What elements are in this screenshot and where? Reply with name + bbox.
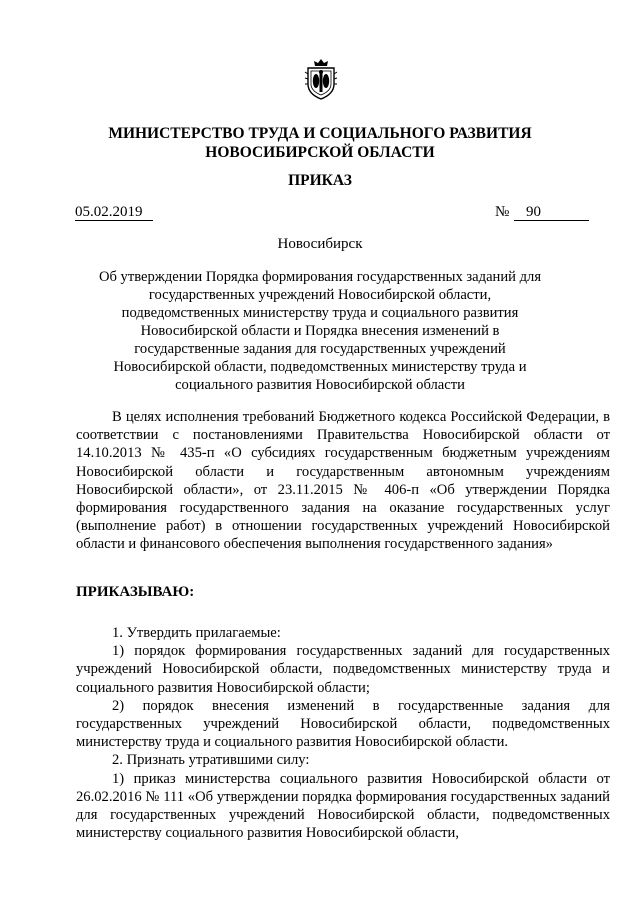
decree-heading: ПРИКАЗЫВАЮ: bbox=[76, 584, 195, 600]
preamble: В целях исполнения требований Бюджетного кодекса Российской Федерации, в соответствии с постановлениями Правительства Новосибирской области от 14.10.2013 № 435-п «О субсидиях государственным бюджетным учреждениям Новосибирской области и государственным автономным учреждениям Новосибирской области», от 23.11.2015 № 406-п «Об утверждении Порядка формирования государственного задания на оказание государственных услуг (выполнение работ) в отношении государственных учреждений Новосибирской области и финансового обеспечения выполнения государственного задания» bbox=[76, 409, 610, 553]
ministry-name bbox=[0, 124, 640, 162]
ministry-name-line1: МИНИСТЕРСТВО ТРУДА И СОЦИАЛЬНОГО РАЗВИТИЯ bbox=[108, 125, 532, 142]
order-title: ПРИКАЗ bbox=[288, 172, 352, 189]
city: Новосибирск bbox=[277, 236, 363, 252]
order-number-label: № bbox=[495, 204, 510, 220]
coat-of-arms-icon bbox=[304, 58, 338, 100]
order-date: 05.02.2019 bbox=[75, 204, 153, 221]
order-item: 1. Утвердить прилагаемые: bbox=[112, 625, 281, 641]
order-items bbox=[76, 624, 610, 842]
order-item: 1) порядок формирования государственных заданий для государственных учреждений Новосибирской области, подведомственных министерству труда и социального развития Новосибирской области; bbox=[76, 643, 610, 696]
order-item: 2. Признать утратившими силу: bbox=[112, 752, 310, 769]
order-item: 2) порядок внесения изменений в государственные задания для государственных учреждений Новосибирской области, подведомственных министерству труда и социального развития Новосибирской области. bbox=[76, 697, 610, 751]
order-number: 90 bbox=[514, 204, 589, 221]
ministry-name-line2: НОВОСИБИРСКОЙ ОБЛАСТИ bbox=[205, 144, 435, 161]
order-item: 1) приказ министерства социального развития Новосибирской области от 26.02.2016 № 111 «Об утверждении порядка формирования государственных заданий для государственных учреждений Новосибирской области, подведомственных министерству социального развития Новосибирской области, bbox=[76, 770, 610, 842]
order-subject: Об утверждении Порядка формирования государственных заданий для государственных учреждений Новосибирской области, подведомственных министерству труда и социального развития Новосибирской области и Порядка внесения изменений в государственные задания для государственных учреждений Новосибирской области, подведомственных министерству труда и социального развития Новосибирской области bbox=[98, 269, 542, 393]
